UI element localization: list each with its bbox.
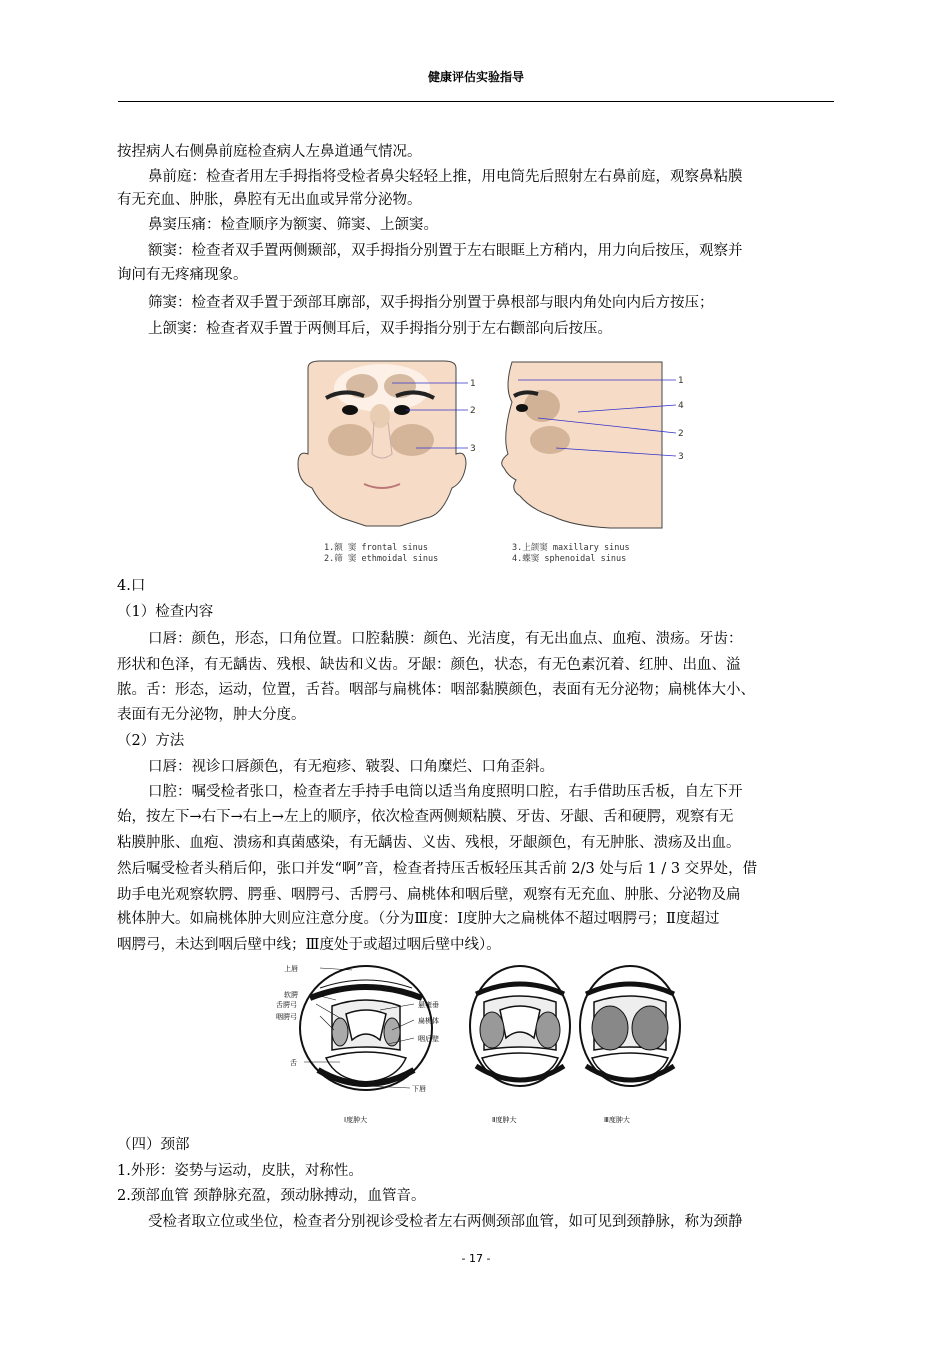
text-line: 上颌窦：检查者双手置于两侧耳后，双手拇指分别于左右颧部向后按压。 [148, 321, 612, 337]
text-line: 咽腭弓，未达到咽后壁中线；Ⅲ度处于或超过咽后壁中线）。 [117, 937, 501, 953]
mouth-diagram-grade-3 [580, 966, 680, 1086]
side-eye [516, 404, 528, 412]
sinus-number: 1 [470, 379, 476, 389]
maxillary-sinus-mark [328, 424, 372, 456]
sinus-number: 4 [678, 401, 684, 411]
sinus-number: 2 [470, 406, 476, 416]
header-rule [118, 101, 834, 102]
tonsil-figure [270, 958, 690, 1130]
section-heading: （四）颈部 [117, 1137, 190, 1153]
side-face [502, 362, 662, 528]
sinus-number: 3 [678, 452, 684, 462]
text-line: 口唇：颜色，形态，口角位置。口腔黏膜：颜色、光洁度，有无出血点、血疱、溃疡。牙齿： [148, 631, 743, 647]
sinus-number: 2 [678, 429, 684, 439]
ethmoid-sinus-mark [370, 404, 390, 428]
anatomy-label: 舌 [290, 1059, 297, 1067]
left-eye [342, 405, 358, 415]
text-line: 筛窦：检查者双手置于颈部耳廓部，双手拇指分别置于鼻根部与眼内角处向内后方按压； [148, 295, 714, 311]
sinus-caption: 1.额 窦 frontal sinus [324, 543, 428, 553]
page-number: - 17 - [461, 1252, 491, 1265]
text-line: 有无充血、肿胀，鼻腔有无出血或异常分泌物。 [117, 192, 422, 208]
anatomy-label: 软腭 [284, 991, 298, 999]
text-line: 按捏病人右侧鼻前庭检查病人左鼻道通气情况。 [117, 144, 422, 160]
page-header-title: 健康评估实验指导 [427, 70, 524, 84]
text-line: 始，按左下→右下→右上→左上的顺序，依次检查两侧颊粘膜、牙齿、牙龈、舌和硬腭，观察有无 [117, 809, 734, 825]
sinus-number: 3 [470, 444, 476, 454]
text-line: 询问有无疼痛现象。 [117, 267, 248, 283]
anatomy-label: 咽腭弓 [276, 1013, 297, 1021]
grade-caption: Ⅰ度肿大 [344, 1116, 368, 1124]
subsection-heading: （1）检查内容 [117, 604, 214, 620]
text-line: 然后嘱受检者头稍后仰，张口并发“啊”音，检查者持压舌板轻压其舌前 2/3 处与后 1 / 3 交界处，借 [117, 861, 758, 877]
text-line: 受检者取立位或坐位，检查者分别视诊受检者左右两侧颈部血管，如可见到颈静脉，称为颈静 [148, 1214, 743, 1230]
anatomy-label: 下唇 [412, 1085, 426, 1093]
grade-caption: Ⅱ度肿大 [492, 1116, 517, 1124]
mouth-diagram-grade-2 [470, 966, 570, 1086]
text-line: 表面有无分泌物，肿大分度。 [117, 707, 306, 723]
anatomy-label: 悬雍垂 [418, 1001, 439, 1009]
text-line: 脓。舌：形态，运动，位置，舌苔。咽部与扁桃体：咽部黏膜颜色，表面有无分泌物；扁桃体大小、 [117, 682, 755, 698]
text-line: 鼻窦压痛：检查顺序为额窦、筛窦、上颌窦。 [148, 217, 438, 233]
anatomy-label: 扁桃体 [418, 1017, 439, 1025]
anatomy-label: 舌腭弓 [276, 1001, 297, 1009]
mouth-diagram-grade-1 [300, 966, 432, 1090]
sinus-caption: 2.筛 窦 ethmoidal sinus [324, 554, 439, 564]
grade-caption: Ⅲ度肿大 [604, 1116, 630, 1124]
text-line: 1.外形：姿势与运动，皮肤，对称性。 [117, 1163, 363, 1179]
sinus-figure [280, 358, 700, 570]
text-line: 额窦：检查者双手置两侧颞部，双手拇指分别置于左右眼眶上方稍内，用力向后按压，观察并 [148, 243, 743, 259]
text-line: 助手电光观察软腭、腭垂、咽腭弓、舌腭弓、扁桃体和咽后壁，观察有无充血、肿胀、分泌物及扁 [117, 887, 741, 903]
text-line: 鼻前庭：检查者用左手拇指将受检者鼻尖轻轻上推，用电筒先后照射左右鼻前庭，观察鼻粘膜 [148, 169, 743, 185]
anatomy-label: 咽后壁 [418, 1035, 439, 1043]
maxillary-sinus-mark [390, 424, 434, 456]
text-line: 口腔：嘱受检者张口，检查者左手持手电筒以适当角度照明口腔，右手借助压舌板，自左下开 [148, 784, 743, 800]
maxillary-sinus-mark [530, 426, 570, 454]
text-line: 形状和色泽，有无龋齿、残根、缺齿和义齿。牙龈：颜色，状态，有无色素沉着、红肿、出血、溢 [117, 657, 741, 673]
text-line: 桃体肿大。如扁桃体肿大则应注意分度。（分为Ⅲ度：Ⅰ度肿大之扁桃体不超过咽腭弓；Ⅱ度超过 [117, 911, 720, 927]
sinus-number: 1 [678, 376, 684, 386]
text-line: 粘膜肿胀、血疱、溃疡和真菌感染，有无龋齿、义齿、残根，牙龈颜色，有无肿胀、溃疡及出血。 [117, 835, 741, 851]
sinus-caption: 3.上颌窦 maxillary sinus [512, 543, 630, 553]
anatomy-label: 上唇 [284, 965, 298, 973]
text-line: 口唇：视诊口唇颜色，有无疱疹、皲裂、口角糜烂、口角歪斜。 [148, 759, 554, 775]
sphenoid-sinus-mark [524, 390, 560, 422]
section-heading: 4.口 [117, 578, 146, 594]
text-line: 2.颈部血管 颈静脉充盈，颈动脉搏动，血管音。 [117, 1188, 426, 1204]
sinus-caption: 4.蝶窦 sphenoidal sinus [512, 554, 627, 564]
subsection-heading: （2）方法 [117, 733, 185, 749]
